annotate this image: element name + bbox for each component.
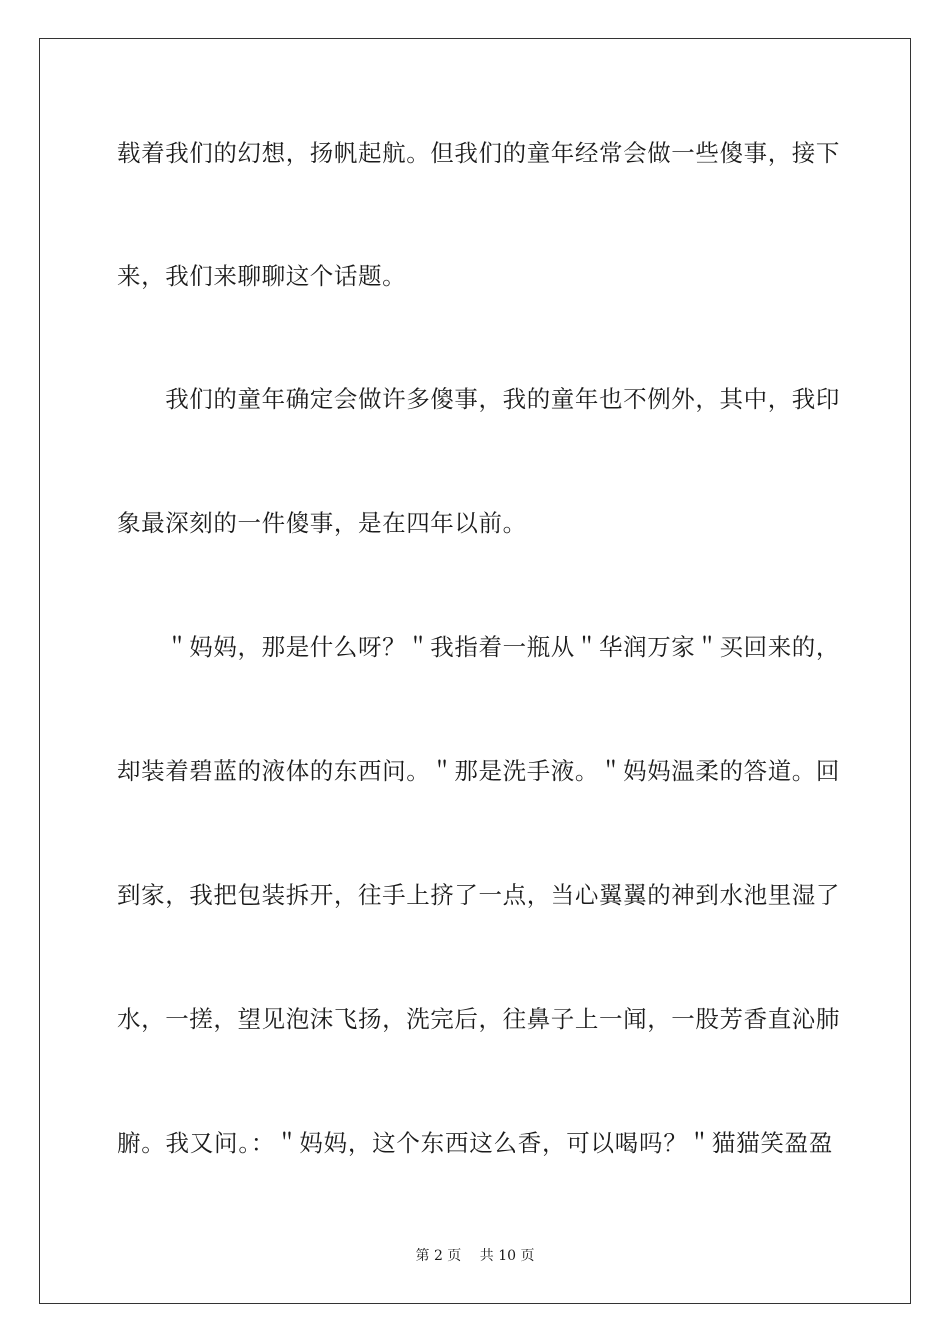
- body-text-line: 水，一搓，望见泡沫飞扬，洗完后，往鼻子上一闻，一股芳香直沁肺: [117, 1005, 840, 1033]
- body-text-line: 我们的童年确定会做许多傻事，我的童年也不例外，其中，我印: [117, 385, 840, 413]
- page-number-footer: 第 2 页 共 10 页: [415, 1248, 535, 1264]
- body-text-line: 却装着碧蓝的液体的东西问。＂那是洗手液。＂妈妈温柔的答道。回: [117, 757, 840, 785]
- body-text-line: ＂妈妈，那是什么呀？＂我指着一瓶从＂华润万家＂买回来的，: [117, 633, 840, 661]
- page-border: [39, 38, 911, 1304]
- body-text-line: 腑。我又问。：＂妈妈，这个东西这么香，可以喝吗？＂猫猫笑盈盈: [117, 1129, 833, 1157]
- body-text-line: 象最深刻的一件傻事，是在四年以前。: [117, 509, 527, 537]
- body-text-line: 到家，我把包装拆开，往手上挤了一点，当心翼翼的神到水池里湿了: [117, 881, 840, 909]
- body-text-line: 来，我们来聊聊这个话题。: [117, 262, 407, 290]
- body-text-line: 载着我们的幻想，扬帆起航。但我们的童年经常会做一些傻事，接下: [117, 139, 840, 167]
